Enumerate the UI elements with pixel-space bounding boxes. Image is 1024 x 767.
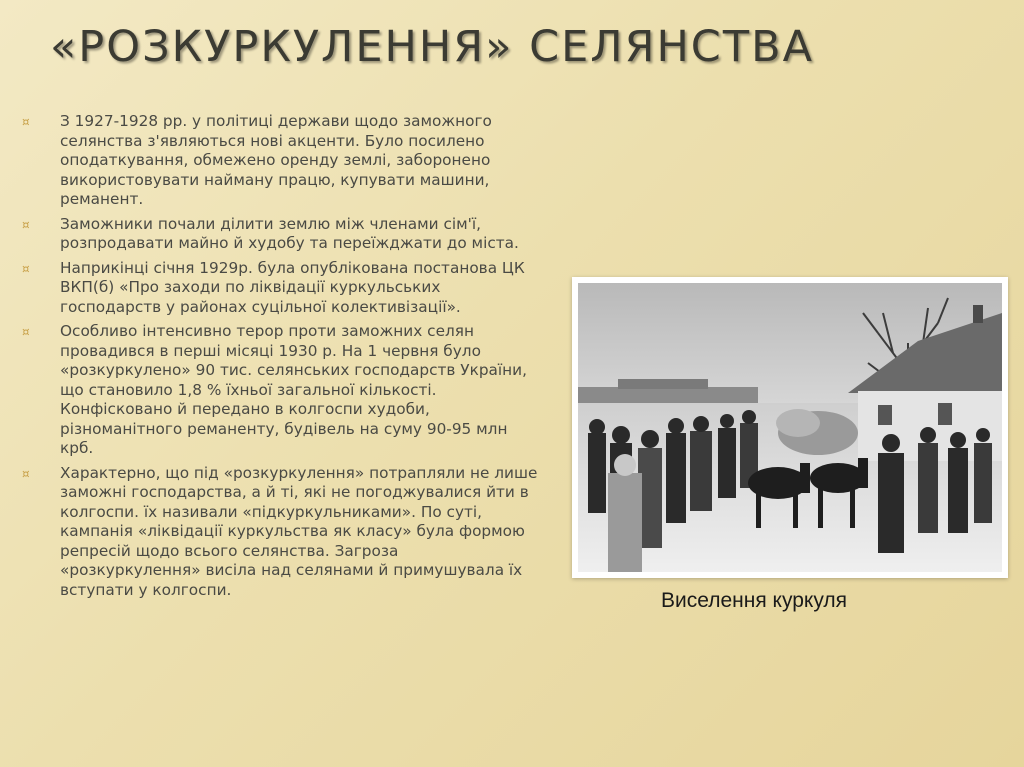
- bullet-text: Характерно, що під «розкуркулення» потрапляли не лише заможні господарства, а й ті, які не погоджувалися йти в колгоспи. їх називали «підкуркульниками». По суті, кампанія «ліквідації куркульства як класу» була формою репресій щодо всього селянства. Загроза «розкуркулення» висіла над селянами й примушувала їх вступати у колгоспи.: [60, 463, 538, 599]
- bullet-item: [22, 259, 542, 318]
- bullet-marker-icon: ¤: [22, 115, 30, 129]
- bullet-item: [22, 112, 542, 210]
- bullet-text: Заможники почали ділити землю між членами сім'ї, розпродавати майно й худобу та переїжджати до міста.: [60, 214, 519, 252]
- photo-frame: [572, 277, 1008, 578]
- photo-illustration: [578, 283, 1002, 572]
- bullet-item: [22, 464, 542, 601]
- bullet-item: [22, 322, 542, 459]
- bullet-text: З 1927-1928 рр. у політиці держави щодо заможного селянства з'являються нові акценти. Було посилено оподаткування, обмежено оренду землі, заборонено використовувати найману працю, купувати машини, реманент.: [60, 112, 492, 208]
- bullet-text: Наприкінці січня 1929р. була опублікована постанова ЦК ВКП(б) «Про заходи по ліквідації куркульських господарств у районах суцільної колективізації».: [60, 258, 525, 316]
- bullet-marker-icon: ¤: [22, 217, 30, 232]
- historical-photo: [578, 283, 1002, 572]
- bullet-marker-icon: ¤: [22, 261, 30, 276]
- bullet-item: [22, 215, 542, 254]
- bullet-text: Особливо інтенсивно терор проти заможних селян провадився в перші місяці 1930 р. На 1 червня було «розкуркулено» 90 тис. селянських господарств України, що становило 1,8 % їхньої загальної кількості. Конфісковано й передано в колгоспи худоби, різноманітного реманенту, будівель на суму 90-95 млн крб.: [60, 322, 527, 457]
- bullet-marker-icon: ¤: [22, 466, 30, 481]
- photo-caption: Виселення куркуля: [660, 589, 847, 612]
- bullet-list: [22, 112, 542, 605]
- slide-title: «РОЗКУРКУЛЕННЯ» СЕЛЯНСТВА: [50, 22, 815, 72]
- bullet-marker-icon: ¤: [22, 325, 30, 339]
